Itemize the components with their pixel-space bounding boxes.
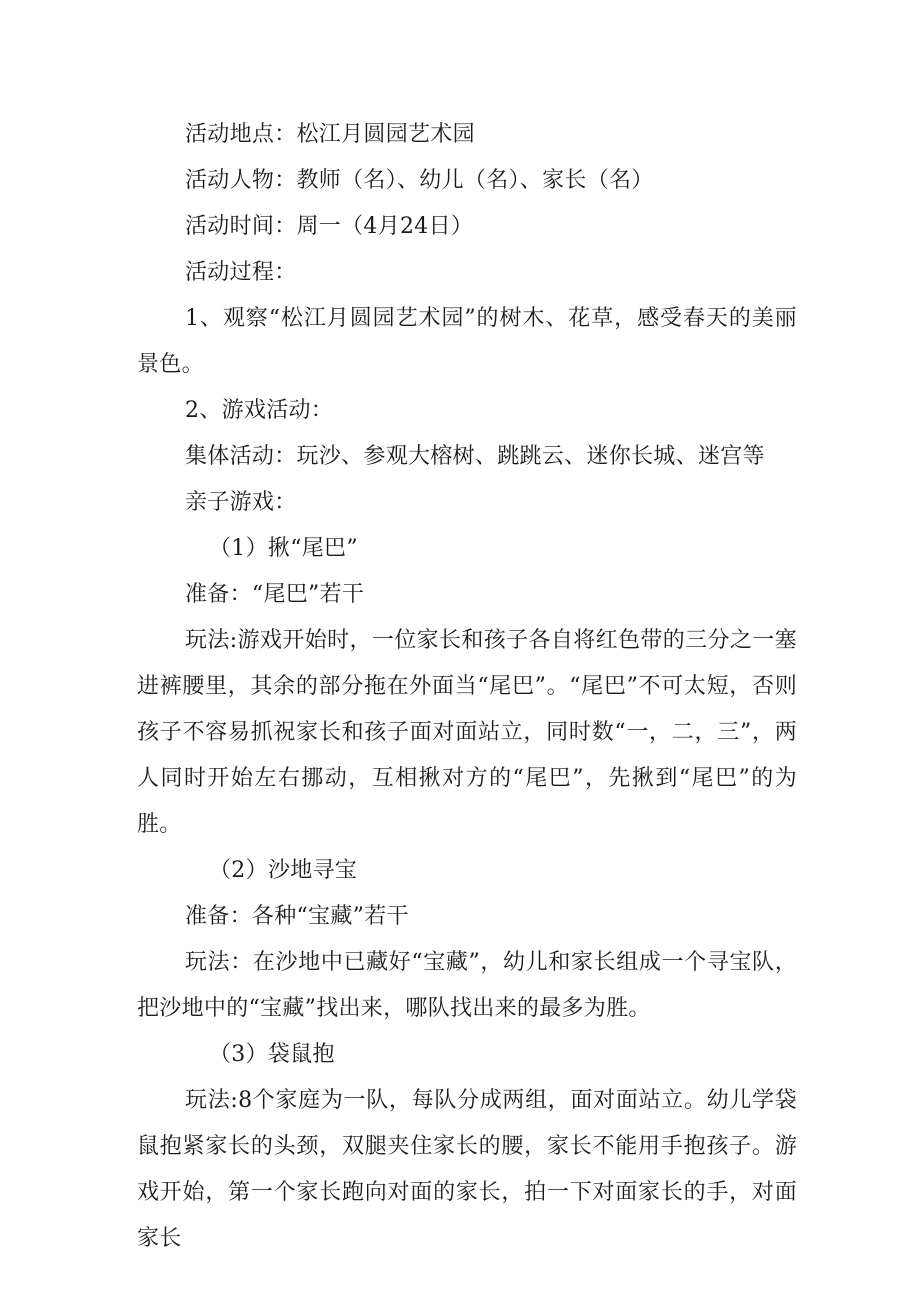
activity-time: 活动时间：周一（4月24日） [185,214,474,239]
game-2-title: （2）沙地寻宝 [209,858,358,883]
parent-child-games-heading: 亲子游戏： [185,490,297,515]
game-1-title: （1）揪“尾巴” [209,536,358,561]
group-activities: 集体活动：玩沙、参观大榕树、跳跳云、迷你长城、迷宫等 [185,444,765,469]
activity-process-heading: 活动过程： [185,260,297,285]
document-body [137,112,797,1262]
game-1-prep: 准备：“尾巴”若干 [185,582,365,607]
process-item-1: 1、观察“松江月圆园艺术园”的树木、花草，感受春天的美丽景色。 [137,306,797,377]
activity-location: 活动地点：松江月圆园艺术园 [185,122,475,147]
game-2-rules: 玩法：在沙地中已藏好“宝藏”，幼儿和家长组成一个寻宝队，把沙地中的“宝藏”找出来，哪队找出来的最多为胜。 [137,950,797,1021]
game-2-prep: 准备：各种“宝藏”若干 [185,904,409,929]
game-3-title: （3）袋鼠抱 [209,1042,335,1067]
game-1-rules: 玩法:游戏开始时，一位家长和孩子各自将红色带的三分之一塞进裤腰里，其余的部分拖在外面当“尾巴”。“尾巴”不可太短，否则孩子不容易抓祝家长和孩子面对面站立，同时数“一，二，三”，两人同时开始左右挪动，互相揪对方的“尾巴”，先揪到“尾巴”的为胜。 [137,628,797,837]
activity-people: 活动人物：教师（名）、幼儿（名）、家长（名） [185,168,654,193]
process-item-2: 2、游戏活动： [185,398,334,423]
game-3-rules: 玩法:8个家庭为一队，每队分成两组，面对面站立。幼儿学袋鼠抱紧家长的头颈，双腿夹住家长的腰，家长不能用手抱孩子。游戏开始，第一个家长跑向对面的家长，拍一下对面家长的手，对面家长 [137,1088,797,1251]
